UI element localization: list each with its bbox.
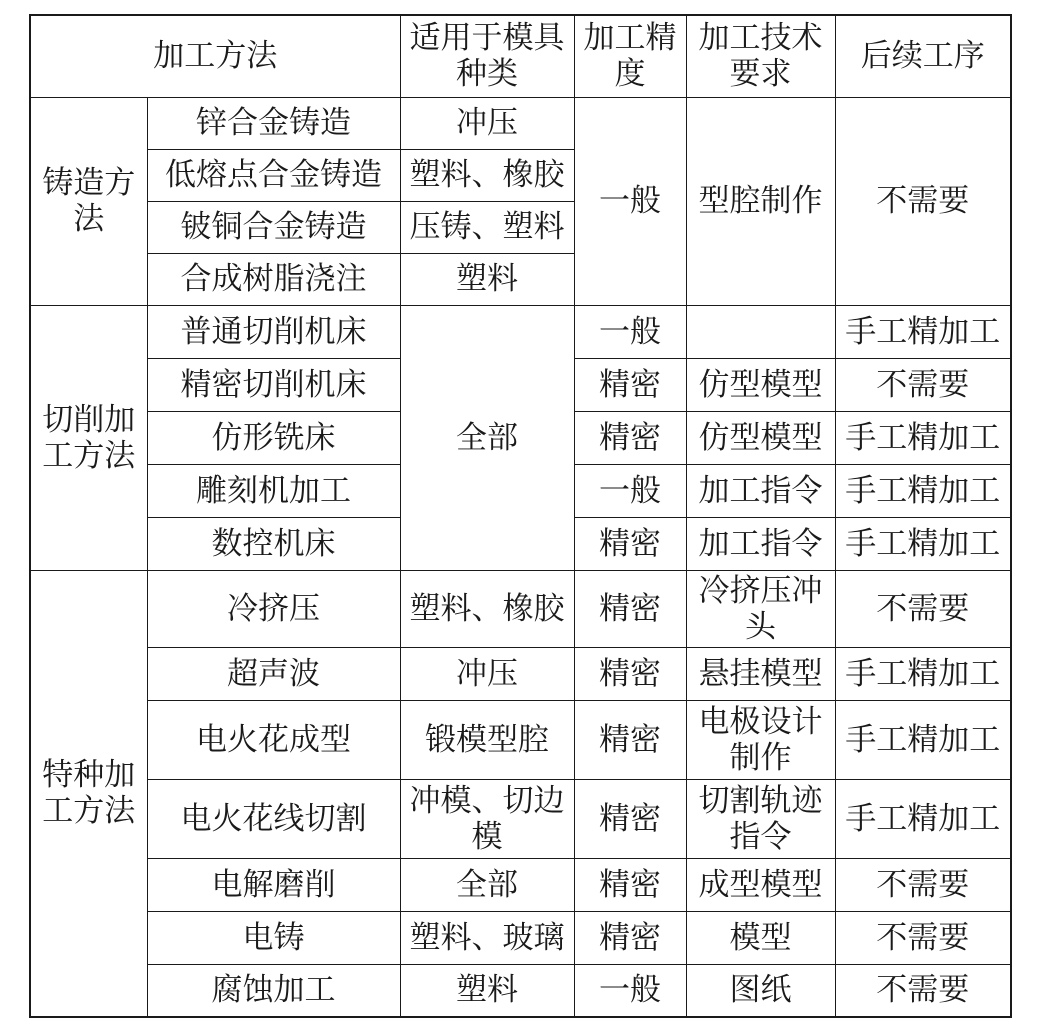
mold-type-cell: 塑料 — [400, 253, 574, 305]
method-cell: 腐蚀加工 — [147, 964, 400, 1017]
precision-cell: 一般 — [574, 964, 686, 1017]
tech-req-cell: 加工指令 — [686, 464, 835, 517]
method-cell: 雕刻机加工 — [147, 464, 400, 517]
mold-type-cell: 冲压 — [400, 647, 574, 700]
follow-up-cell: 手工精加工 — [835, 305, 1011, 358]
precision-cell: 精密 — [574, 517, 686, 570]
method-cell: 普通切削机床 — [147, 305, 400, 358]
table-row — [30, 700, 1011, 779]
machining-methods-table — [29, 14, 1012, 1018]
method-cell: 电火花成型 — [147, 700, 400, 779]
table-row — [30, 305, 1011, 358]
header-method: 加工方法 — [30, 15, 400, 97]
method-cell: 铍铜合金铸造 — [147, 201, 400, 253]
method-cell: 冷挤压 — [147, 570, 400, 647]
mold-type-cell: 塑料、橡胶 — [400, 570, 574, 647]
table-row — [30, 97, 1011, 149]
tech-req-cell: 加工指令 — [686, 517, 835, 570]
mold-type-cell: 塑料、橡胶 — [400, 149, 574, 201]
method-cell: 数控机床 — [147, 517, 400, 570]
table-row — [30, 858, 1011, 911]
mold-type-cell: 全部 — [400, 858, 574, 911]
method-cell: 仿形铣床 — [147, 411, 400, 464]
method-cell: 电火花线切割 — [147, 779, 400, 858]
tech-req-cell: 仿型模型 — [686, 411, 835, 464]
precision-cell: 精密 — [574, 570, 686, 647]
mold-type-cell: 冲模、切边模 — [400, 779, 574, 858]
follow-up-cell: 手工精加工 — [835, 517, 1011, 570]
tech-req-cell: 切割轨迹指令 — [686, 779, 835, 858]
method-cell: 精密切削机床 — [147, 358, 400, 411]
cutting-mold-type-cell: 全部 — [400, 305, 574, 570]
header-tech-req: 加工技术要求 — [686, 15, 835, 97]
precision-cell: 精密 — [574, 700, 686, 779]
precision-cell: 精密 — [574, 911, 686, 964]
table-row — [30, 570, 1011, 647]
method-cell: 低熔点合金铸造 — [147, 149, 400, 201]
method-cell: 超声波 — [147, 647, 400, 700]
follow-up-cell: 手工精加工 — [835, 779, 1011, 858]
header-follow-up: 后续工序 — [835, 15, 1011, 97]
table-row — [30, 911, 1011, 964]
tech-req-cell: 冷挤压冲头 — [686, 570, 835, 647]
precision-cell: 一般 — [574, 464, 686, 517]
mold-type-cell: 压铸、塑料 — [400, 201, 574, 253]
casting-tech-req-cell: 型腔制作 — [686, 97, 835, 305]
follow-up-cell: 不需要 — [835, 964, 1011, 1017]
follow-up-cell: 手工精加工 — [835, 464, 1011, 517]
tech-req-cell: 悬挂模型 — [686, 647, 835, 700]
table-row — [30, 647, 1011, 700]
precision-cell: 一般 — [574, 305, 686, 358]
method-cell: 锌合金铸造 — [147, 97, 400, 149]
tech-req-cell: 图纸 — [686, 964, 835, 1017]
method-cell: 电解磨削 — [147, 858, 400, 911]
follow-up-cell: 手工精加工 — [835, 700, 1011, 779]
header-row — [30, 15, 1011, 97]
follow-up-cell: 手工精加工 — [835, 647, 1011, 700]
follow-up-cell: 不需要 — [835, 570, 1011, 647]
follow-up-cell: 不需要 — [835, 358, 1011, 411]
tech-req-cell: 电极设计制作 — [686, 700, 835, 779]
mold-type-cell: 锻模型腔 — [400, 700, 574, 779]
casting-precision-cell: 一般 — [574, 97, 686, 305]
precision-cell: 精密 — [574, 858, 686, 911]
tech-req-cell — [686, 305, 835, 358]
method-cell: 合成树脂浇注 — [147, 253, 400, 305]
precision-cell: 精密 — [574, 647, 686, 700]
follow-up-cell: 手工精加工 — [835, 411, 1011, 464]
follow-up-cell: 不需要 — [835, 911, 1011, 964]
mold-type-cell: 塑料 — [400, 964, 574, 1017]
header-mold-type: 适用于模具种类 — [400, 15, 574, 97]
tech-req-cell: 仿型模型 — [686, 358, 835, 411]
follow-up-cell: 不需要 — [835, 858, 1011, 911]
header-precision: 加工精度 — [574, 15, 686, 97]
tech-req-cell: 模型 — [686, 911, 835, 964]
table-row — [30, 779, 1011, 858]
tech-req-cell: 成型模型 — [686, 858, 835, 911]
group-cutting: 切削加工方法 — [30, 305, 147, 570]
mold-type-cell: 冲压 — [400, 97, 574, 149]
mold-type-cell: 塑料、玻璃 — [400, 911, 574, 964]
table-row — [30, 964, 1011, 1017]
group-casting: 铸造方法 — [30, 97, 147, 305]
precision-cell: 精密 — [574, 358, 686, 411]
casting-follow-up-cell: 不需要 — [835, 97, 1011, 305]
group-special: 特种加工方法 — [30, 570, 147, 1017]
precision-cell: 精密 — [574, 779, 686, 858]
method-cell: 电铸 — [147, 911, 400, 964]
precision-cell: 精密 — [574, 411, 686, 464]
